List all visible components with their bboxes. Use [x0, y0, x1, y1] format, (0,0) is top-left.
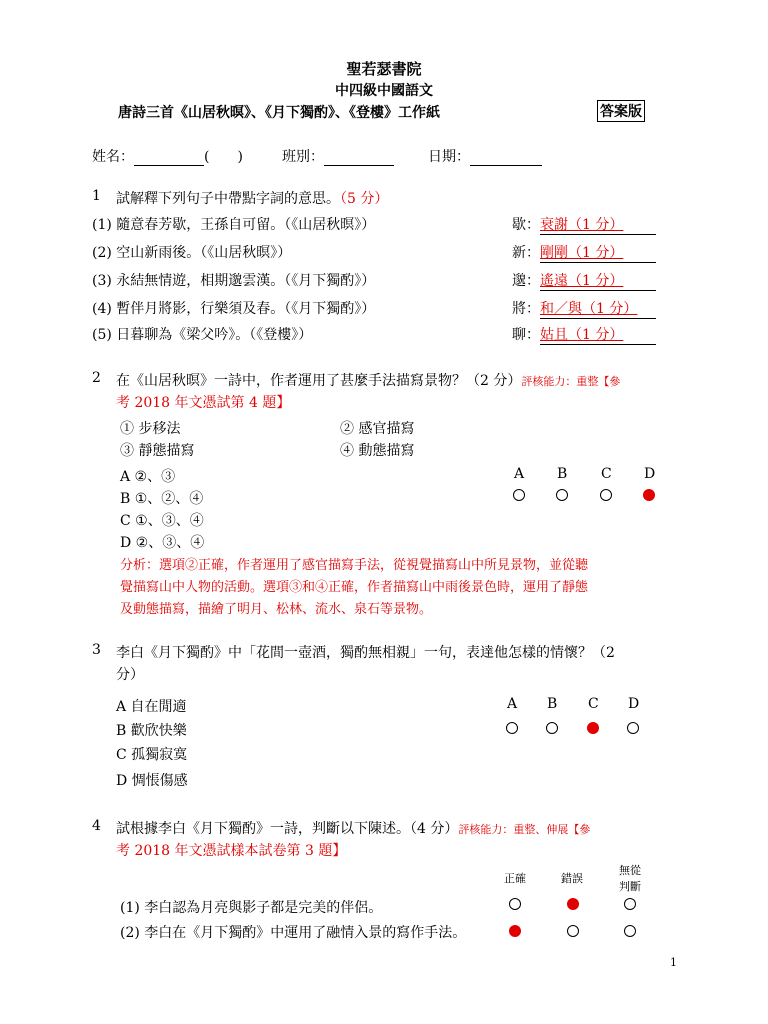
q4-s1-radio-unknown[interactable] — [624, 898, 636, 910]
q1-item-2 — [92, 242, 291, 262]
q3-choice-a: A 自在閒適 — [116, 699, 187, 715]
q1-prompt-text: 試解釋下列句子中帶點字詞的意思。 — [116, 191, 340, 207]
q4-s1-radio-wrong[interactable] — [567, 898, 579, 910]
q1-number: 1 — [92, 188, 101, 204]
q4-number: 4 — [92, 818, 101, 834]
q1-item-3 — [92, 270, 375, 290]
q4-s2-radio-wrong[interactable] — [567, 925, 579, 937]
q4-header-wrong: 錯誤 — [561, 872, 583, 885]
q1-item-number: (4) — [92, 301, 112, 317]
q1-item-number: (2) — [92, 245, 112, 261]
q2-col-b: B — [557, 466, 568, 482]
q3-prompt-line1: 李白《月下獨酌》中「花間一壺酒，獨酌無相親」一句，表達他怎樣的情懷？（2 — [116, 645, 615, 661]
q1-key: 歇： — [512, 217, 540, 233]
q4-s2-radio-correct[interactable] — [509, 925, 521, 937]
q2-option-2: ② 感官描寫 — [340, 421, 415, 437]
page-number: 1 — [670, 956, 677, 969]
q1-answer-5 — [512, 324, 656, 345]
q1-item-4 — [92, 298, 375, 318]
q1-item-1 — [92, 214, 375, 234]
q3-radio-b[interactable] — [546, 722, 558, 734]
q1-answer-text: 和／與（1 分） — [540, 301, 638, 317]
q2-analysis-1: 分析：選項②正確，作者運用了感官描寫手法，從視覺描寫山中所見景物，並從聽 — [120, 558, 589, 573]
q1-key: 新： — [512, 245, 540, 261]
date-field[interactable] — [470, 151, 542, 166]
q3-choice-b: B 歡欣快樂 — [116, 723, 187, 739]
q4-reference: 考 2018 年文憑試樣本試卷第 3 題】 — [116, 843, 347, 859]
q4-header-unknown-1: 無從 — [619, 864, 641, 877]
name-label: 姓名： — [92, 149, 134, 165]
q1-answer-text: 姑且（1 分） — [540, 327, 624, 343]
q4-s1-radio-correct[interactable] — [509, 898, 521, 910]
q3-col-b: B — [547, 696, 558, 712]
q2-choice-a: A ②、③ — [120, 469, 176, 485]
q3-number: 3 — [92, 642, 101, 658]
q4-header-correct: 正確 — [504, 872, 526, 885]
q1-answer-text: 衰謝（1 分） — [540, 217, 624, 233]
q3-col-c: C — [588, 696, 599, 712]
q2-option-1: ① 步移法 — [120, 421, 181, 437]
q1-answer-text: 剛剛（1 分） — [540, 245, 624, 261]
q1-item-number: (1) — [92, 217, 112, 233]
q2-col-a: A — [514, 466, 525, 482]
q3-choice-d: D 惆悵傷感 — [116, 773, 188, 789]
q1-prompt — [116, 188, 388, 208]
q2-choice-d: D ②、③、④ — [120, 535, 205, 551]
date-label: 日期： — [428, 149, 470, 165]
q1-item-text: 永結無情遊，相期邈雲漢。（《月下獨酌》） — [116, 273, 376, 289]
q1-key: 邈： — [512, 273, 540, 289]
worksheet-title: 唐詩三首《山居秋暝》、《月下獨酌》、《登樓》工作紙 — [118, 105, 440, 121]
q4-statement-2: (2) 李白在《月下獨酌》中運用了融情入景的寫作手法。 — [120, 925, 467, 941]
q3-choice-c: C 孤獨寂寞 — [116, 747, 188, 763]
q2-analysis-3: 及動態描寫，描繪了明月、松林、流水、泉石等景物。 — [120, 602, 433, 617]
q2-number: 2 — [92, 370, 101, 386]
q2-col-c: C — [601, 466, 612, 482]
q3-radio-d[interactable] — [627, 722, 639, 734]
name-field[interactable] — [134, 151, 204, 166]
q2-radio-c[interactable] — [600, 489, 612, 501]
q1-item-text: 空山新雨後。（《山居秋暝》） — [116, 245, 292, 261]
q2-option-3: ③ 靜態描寫 — [120, 443, 195, 459]
q2-assessment: 評核能力：重整【參 — [521, 375, 621, 388]
q2-radio-d[interactable] — [643, 489, 655, 501]
q4-assessment: 評核能力：重整、伸展【參 — [458, 823, 591, 836]
q3-radio-a[interactable] — [506, 722, 518, 734]
q1-item-number: (5) — [92, 327, 112, 343]
date-info — [428, 146, 542, 166]
q2-reference: 考 2018 年文憑試第 4 題】 — [116, 395, 291, 411]
school-name: 聖若瑟書院 — [346, 60, 422, 78]
grade-subject: 中四級中國語文 — [335, 83, 433, 99]
q2-option-4: ④ 動態描寫 — [340, 443, 415, 459]
q2-radio-a[interactable] — [513, 489, 525, 501]
class-label: 班別： — [282, 149, 324, 165]
q1-answer-3 — [512, 270, 656, 291]
q3-radio-c[interactable] — [587, 722, 599, 734]
q1-key: 將： — [512, 301, 540, 317]
q2-prompt — [116, 370, 620, 390]
q1-answer-4 — [512, 298, 656, 319]
q1-item-text: 日暮聊為《梁父吟》。（《登樓》） — [116, 327, 313, 343]
class-info — [282, 146, 394, 166]
q1-key: 聊： — [512, 327, 540, 343]
q1-item-text: 暫伴月將影，行樂須及春。（《月下獨酌》） — [116, 301, 376, 317]
q4-s2-radio-unknown[interactable] — [624, 925, 636, 937]
q3-col-a: A — [507, 696, 518, 712]
q1-item-5 — [92, 324, 312, 344]
q2-radio-b[interactable] — [556, 489, 568, 501]
q4-statement-1: (1) 李白認為月亮與影子都是完美的伴侶。 — [120, 900, 383, 916]
q4-header-unknown-2: 判斷 — [619, 880, 641, 893]
q1-answer-1 — [512, 214, 656, 235]
class-number-paren: ( ) — [204, 149, 243, 165]
q3-col-d: D — [628, 696, 640, 712]
q1-answer-2 — [512, 242, 656, 263]
q3-prompt-line2: 分） — [116, 667, 144, 683]
q4-prompt — [116, 818, 590, 838]
q1-item-number: (3) — [92, 273, 112, 289]
q2-prompt-text: 在《山居秋暝》一詩中，作者運用了甚麼手法描寫景物？（2 分） — [116, 373, 522, 389]
q1-marks: （5 分） — [340, 191, 389, 207]
student-info-line — [92, 146, 243, 166]
q2-col-d: D — [644, 466, 656, 482]
q2-choice-c: C ①、③、④ — [120, 513, 204, 529]
q1-answer-text: 遙遠（1 分） — [540, 273, 624, 289]
q2-choice-b: B ①、②、④ — [120, 491, 204, 507]
q4-prompt-text: 試根據李白《月下獨酌》一詩，判斷以下陳述。（4 分） — [116, 821, 459, 837]
q2-analysis-2: 覺描寫山中人物的活動。選項③和④正確，作者描寫山中雨後景色時，運用了靜態 — [120, 580, 589, 595]
q1-item-text: 隨意春芳歇，王孫自可留。（《山居秋暝》） — [116, 217, 376, 233]
answer-version-stamp: 答案版 — [597, 100, 645, 122]
class-field[interactable] — [324, 151, 394, 166]
